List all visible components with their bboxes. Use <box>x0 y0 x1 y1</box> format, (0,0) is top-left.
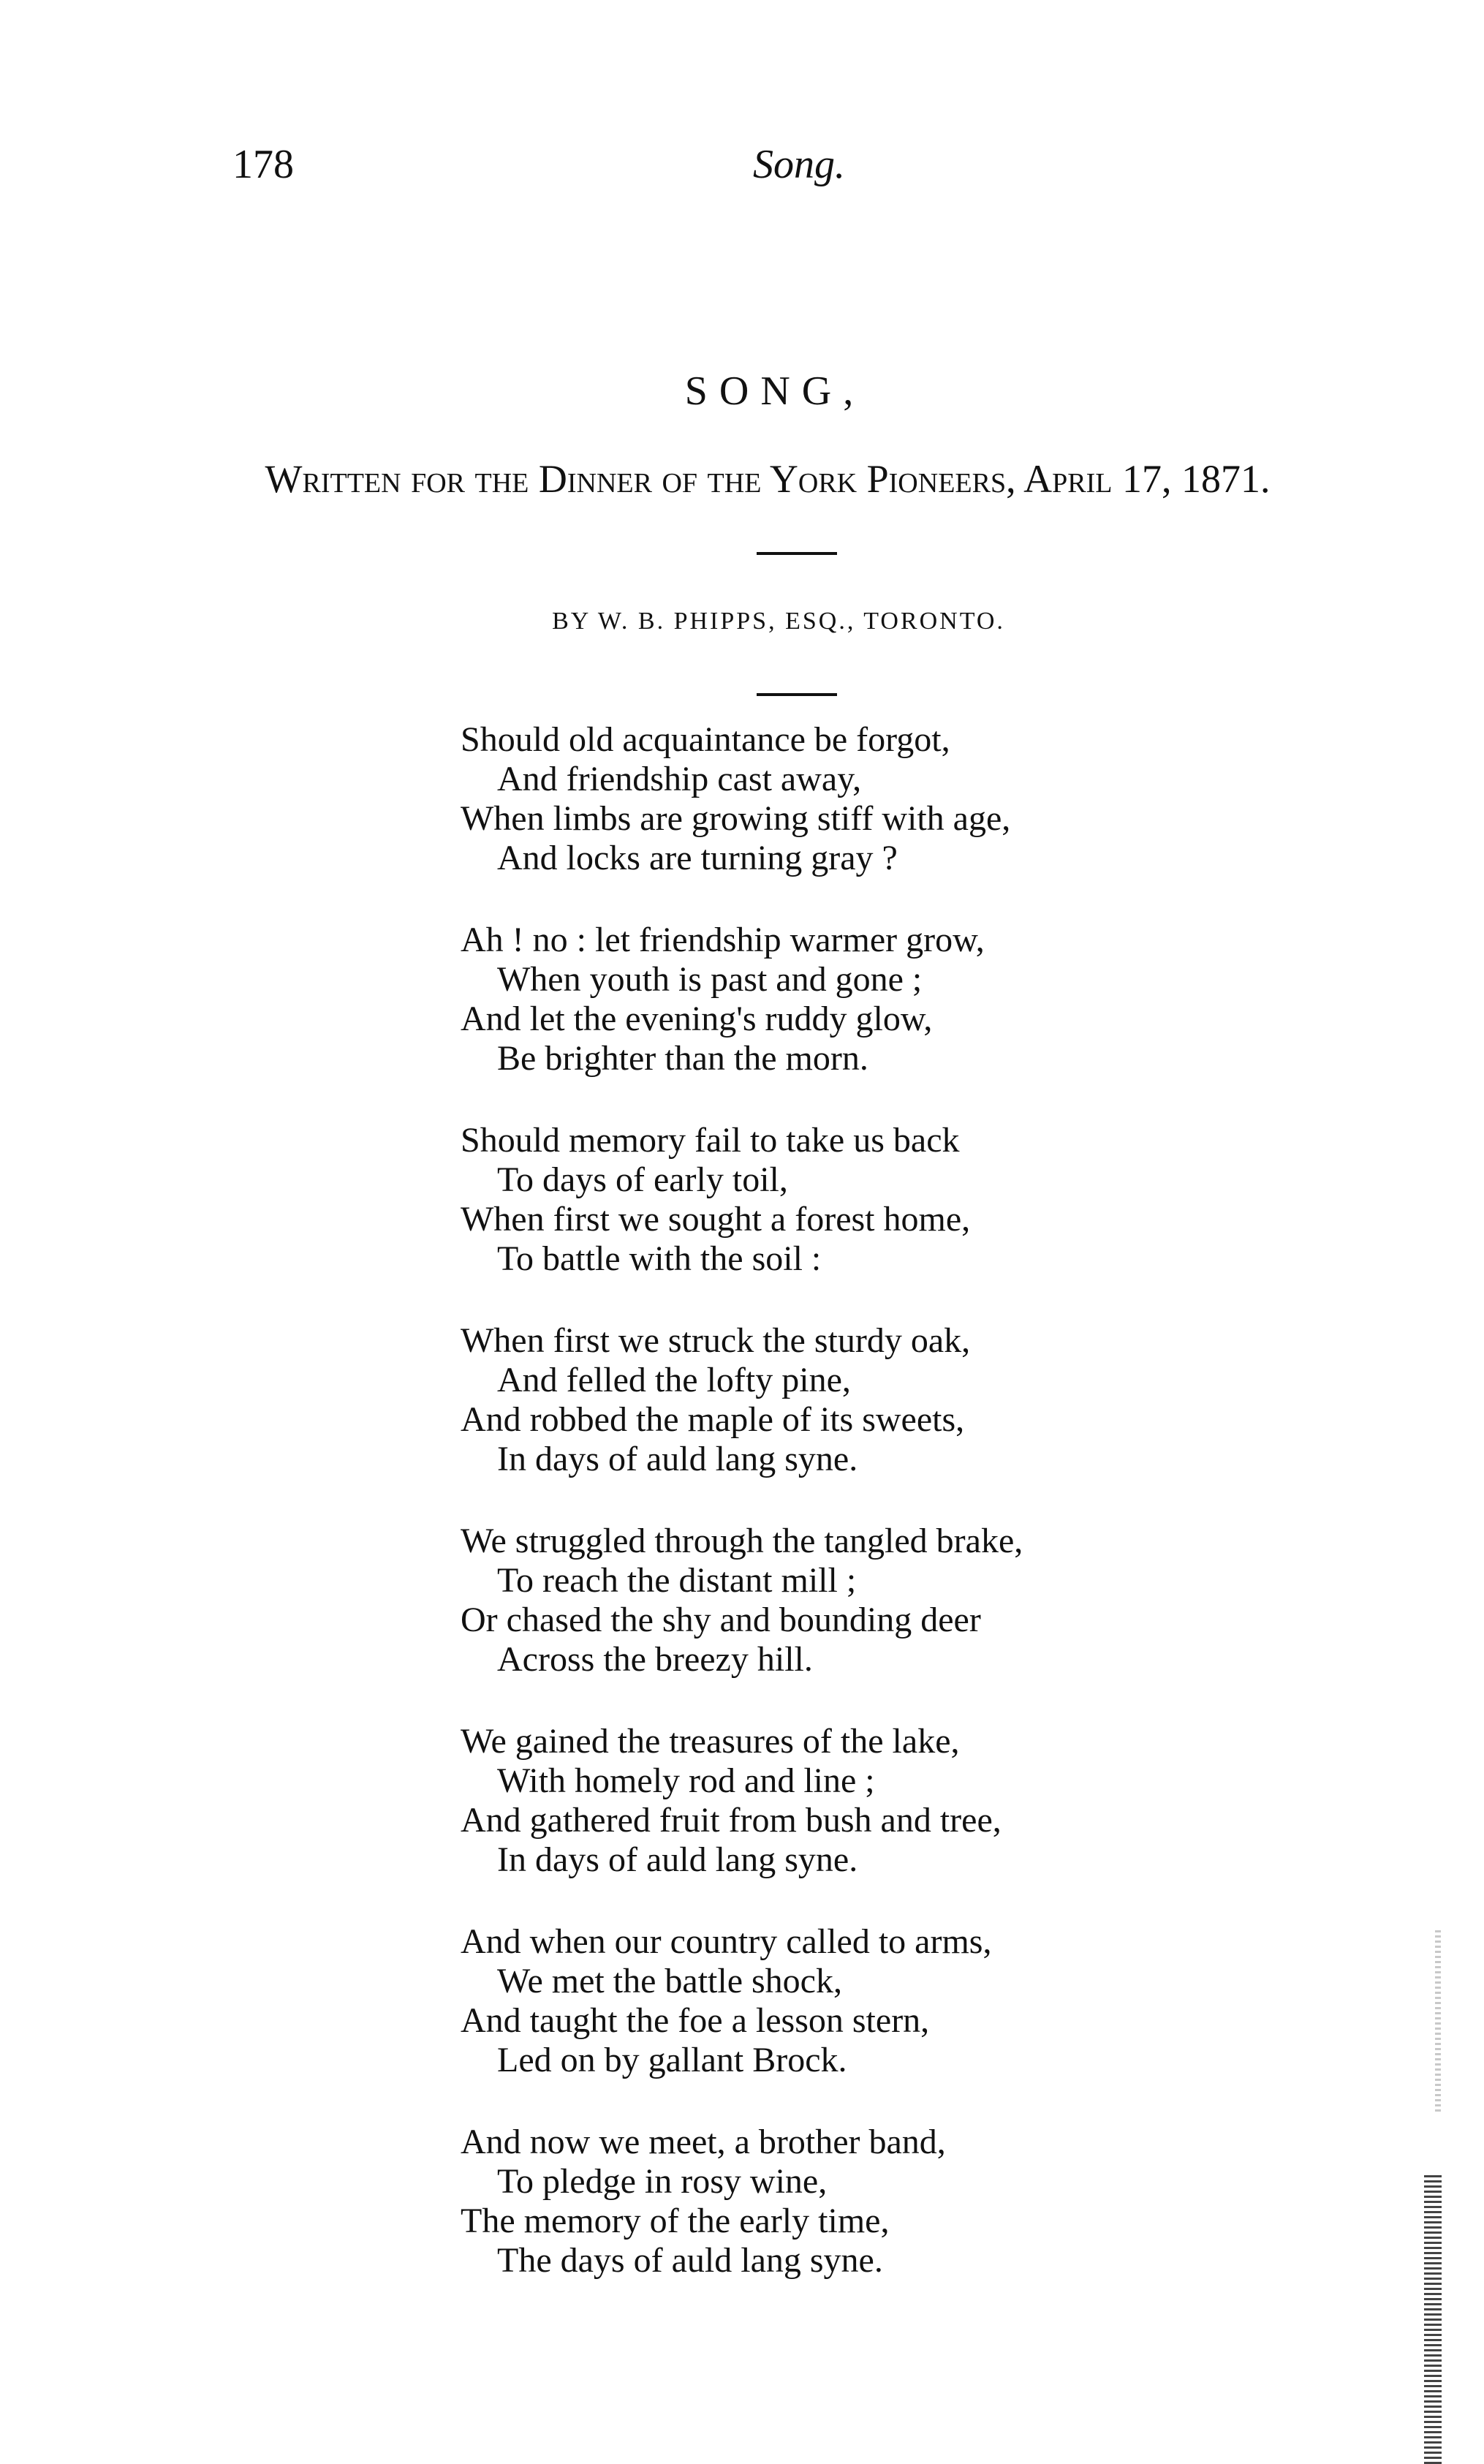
poem-line: To pledge in rosy wine, <box>497 2162 828 2201</box>
poem-line: Be brighter than the morn. <box>497 1039 868 1078</box>
poem-line: The memory of the early time, <box>461 2202 890 2240</box>
stanza <box>461 921 1192 1078</box>
poem-line: And taught the foe a lesson stern, <box>461 2001 930 2040</box>
stanza <box>461 1522 1192 1679</box>
poem-line: We met the battle shock, <box>497 1962 842 2000</box>
poem-line: Should old acquaintance be forgot, <box>461 720 950 759</box>
page-number: 178 <box>232 142 294 187</box>
poem-line: When youth is past and gone ; <box>497 960 923 999</box>
poem-line: To reach the distant mill ; <box>497 1561 857 1600</box>
poem-line: And gathered fruit from bush and tree, <box>461 1801 1002 1840</box>
stanza <box>461 1922 1192 2080</box>
poem-line: When first we sought a forest home, <box>461 1200 971 1239</box>
scan-edge-artifact <box>1424 2175 1442 2464</box>
poem-body <box>461 720 1192 2323</box>
poem-line: The days of auld lang syne. <box>497 2241 883 2280</box>
poem-subtitle: Written for the Dinner of the York Pioneers, April 17, 1871. <box>265 457 1271 501</box>
poem-line: Should memory fail to take us back <box>461 1121 960 1160</box>
poem-line: With homely rod and line ; <box>497 1761 875 1800</box>
author-byline: BY W. B. PHIPPS, ESQ., TORONTO. <box>552 608 1005 635</box>
poem-line: And now we meet, a brother band, <box>461 2123 946 2161</box>
poem-line: Ah ! no : let friendship warmer grow, <box>461 921 985 959</box>
poem-line: To days of early toil, <box>497 1160 788 1199</box>
stanza <box>461 1722 1192 1880</box>
divider-rule <box>757 552 837 555</box>
poem-line: When first we struck the sturdy oak, <box>461 1321 971 1360</box>
poem-line: And robbed the maple of its sweets, <box>461 1400 965 1439</box>
stanza <box>461 1121 1192 1279</box>
poem-line: When limbs are growing stiff with age, <box>461 799 1011 838</box>
poem-line: And friendship cast away, <box>497 760 862 798</box>
running-header <box>0 135 1484 194</box>
stanza <box>461 2123 1192 2280</box>
stanza <box>461 1321 1192 1479</box>
poem-line: In days of auld lang syne. <box>497 1840 858 1879</box>
poem-line: And let the evening's ruddy glow, <box>461 999 933 1038</box>
poem-line: And when our country called to arms, <box>461 1922 992 1961</box>
poem-line: And felled the lofty pine, <box>497 1361 851 1399</box>
poem-line: In days of auld lang syne. <box>497 1440 858 1478</box>
running-title: Song. <box>753 142 845 187</box>
stanza <box>461 720 1192 878</box>
poem-line: We gained the treasures of the lake, <box>461 1722 960 1761</box>
poem-line: And locks are turning gray ? <box>497 839 898 877</box>
poem-line: Across the breezy hill. <box>497 1640 813 1679</box>
poem-line: We struggled through the tangled brake, <box>461 1522 1023 1560</box>
poem-title: SONG, <box>684 369 866 414</box>
poem-line: Led on by gallant Brock. <box>497 2041 847 2079</box>
scan-edge-artifact <box>1435 1930 1441 2113</box>
poem-line: Or chased the shy and bounding deer <box>461 1601 981 1639</box>
poem-line: To battle with the soil : <box>497 1239 822 1278</box>
divider-rule <box>757 693 837 696</box>
